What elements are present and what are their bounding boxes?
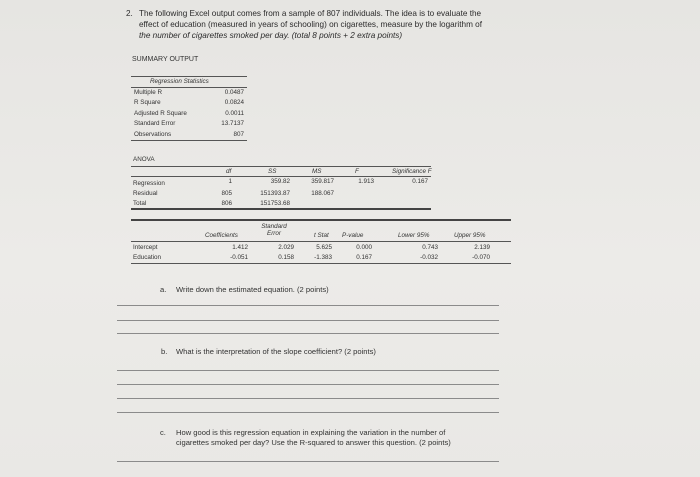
answer-line — [117, 305, 499, 306]
question-text — [128, 8, 508, 41]
coef-cell: -0.032 — [420, 254, 438, 261]
anova-cell: 1.913 — [358, 178, 374, 185]
coef-header-t-stat: t Stat — [314, 232, 329, 239]
answer-line — [117, 412, 499, 413]
question-line-3: the number of cigarettes smoked per day. (total 8 points + 2 extra points) — [139, 31, 403, 40]
anova-cell: 0.167 — [412, 178, 428, 185]
anova-title: ANOVA — [133, 156, 155, 163]
summary-output-title: SUMMARY OUTPUT — [132, 56, 199, 63]
coef-cell: -0.070 — [472, 254, 490, 261]
answer-line — [117, 461, 499, 462]
regstat-value: 0.0487 — [224, 89, 244, 96]
anova-cell: 805 — [221, 190, 232, 197]
regstat-value: 0.0011 — [225, 110, 244, 117]
part-c-line-2: cigarettes smoked per day? Use the R-squared to answer this question. (2 points) — [176, 438, 451, 447]
coef-header-coefficients: Coefficients — [205, 232, 238, 239]
coef-header-standard-error: Standard Error — [261, 223, 287, 237]
anova-header-f: F — [355, 168, 359, 175]
question-line-2: effect of education (measured in years of schooling) on cigarettes, measure by the logarithm of — [139, 20, 482, 29]
anova-header-ms: MS — [312, 168, 322, 175]
question-line-1: The following Excel output comes from a sample of 807 individuals. The idea is to evaluate the — [139, 9, 482, 18]
part-c-line-1: How good is this regression equation in explaining the variation in the number of — [176, 428, 446, 437]
anova-row-label: Residual — [133, 190, 158, 197]
regstat-label: Standard Error — [134, 120, 176, 127]
answer-line — [117, 333, 499, 334]
coef-cell: 2.139 — [474, 244, 490, 251]
answer-line — [117, 398, 499, 399]
coef-cell: -1.383 — [314, 254, 332, 261]
answer-line — [117, 384, 499, 385]
part-c-letter: c. — [160, 428, 166, 437]
anova-cell: 359.817 — [311, 178, 334, 185]
anova-row-label: Total — [133, 200, 147, 207]
regstat-label: Multiple R — [134, 89, 162, 96]
anova-cell: 806 — [221, 200, 232, 207]
coef-cell: 1.412 — [232, 244, 248, 251]
coef-cell: 5.625 — [316, 244, 332, 251]
question-number: 2. — [126, 9, 133, 18]
part-a-letter: a. — [160, 285, 167, 294]
coef-cell: 0.000 — [356, 244, 372, 251]
coef-cell: 0.167 — [356, 254, 372, 261]
regstat-label: R Square — [134, 99, 161, 106]
regstat-label: Observations — [134, 131, 172, 138]
coef-row-label: Education — [133, 254, 162, 261]
coef-header-upper-95: Upper 95% — [454, 232, 486, 239]
regstat-value: 807 — [233, 131, 244, 138]
coef-cell: 2.029 — [278, 244, 294, 251]
regstat-label: Adjusted R Square — [134, 110, 187, 117]
anova-cell: 151393.87 — [260, 190, 290, 197]
anova-header-significance-f: Significance F — [392, 168, 432, 175]
coef-cell: -0.051 — [230, 254, 248, 261]
coef-header-lower-95: Lower 95% — [398, 232, 430, 239]
part-b-text: What is the interpretation of the slope coefficient? (2 points) — [176, 347, 376, 356]
coef-cell: 0.158 — [278, 254, 294, 261]
regstat-value: 0.0824 — [224, 99, 244, 106]
coef-row-label: Intercept — [133, 244, 158, 251]
answer-line — [117, 370, 499, 371]
coef-header-p-value: P-value — [342, 232, 364, 239]
anova-row-label: Regression — [133, 180, 165, 187]
anova-header-df: df — [226, 168, 232, 175]
anova-cell: 1 — [228, 178, 232, 185]
part-a-text: Write down the estimated equation. (2 points) — [176, 285, 329, 294]
coef-cell: 0.743 — [422, 244, 438, 251]
anova-cell: 188.067 — [311, 190, 334, 197]
anova-header-ss: SS — [268, 168, 277, 175]
part-b-letter: b. — [161, 347, 168, 356]
anova-cell: 151753.68 — [260, 200, 290, 207]
anova-cell: 359.82 — [270, 178, 290, 185]
regression-statistics-title: Regression Statistics — [150, 78, 209, 85]
regstat-value: 13.7137 — [221, 120, 244, 127]
answer-line — [117, 320, 499, 321]
